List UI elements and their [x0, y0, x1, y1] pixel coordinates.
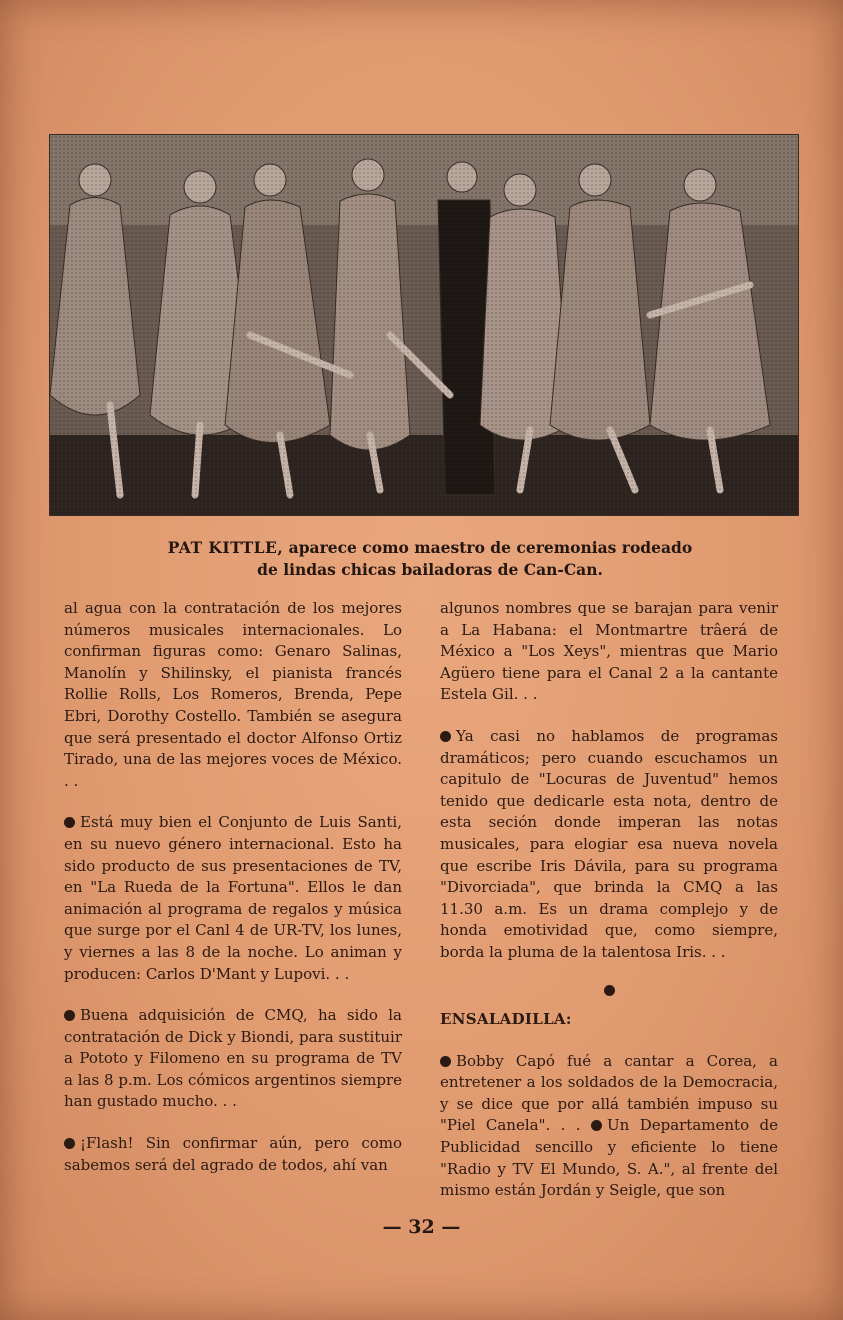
- section-divider: [440, 980, 778, 1002]
- page-number: — 32 —: [382, 1216, 461, 1238]
- left-paragraph-4-text: ¡Flash! Sin confirmar aún, pero como sabemos será del agrado de todos, ahí van: [64, 1134, 402, 1174]
- cancan-photo: [49, 134, 799, 516]
- right-paragraph-3: [440, 1051, 778, 1202]
- left-paragraph-3-text: Buena adquisición de CMQ, ha sido la contratación de Dick y Biondi, para sustituir a Pototo y Filomeno en su programa de TV a las 8 p.m. Los cómicos argentinos siempre han gustado mucho. . .: [64, 1006, 402, 1111]
- bullet-icon: [591, 1120, 602, 1131]
- bullet-icon: [440, 1056, 451, 1067]
- left-paragraph-4: [64, 1133, 402, 1176]
- photo-figures: [50, 135, 798, 515]
- right-paragraph-1: [440, 598, 778, 706]
- bullet-icon: [64, 1138, 75, 1149]
- bullet-icon: [64, 1010, 75, 1021]
- left-paragraph-3: [64, 1005, 402, 1113]
- caption-line-1-rest: aparece como maestro de ceremonias rodeado: [288, 538, 693, 557]
- right-paragraph-2-text: Ya casi no hablamos de programas dramáticos; pero cuando escuchamos un capitulo de "Locuras de Juventud" hemos tenido que dedicarle esta nota, dentro de esta seción donde imperan las notas musicales, para elogiar esa nueva novela que escribe Iris Dávila, para su programa "Divorciada", que brinda la CMQ a las 11.30 a.m. Es un drama complejo y de honda emotividad que, como siempre, borda la pluma de la talentosa Iris. . .: [440, 726, 778, 961]
- right-paragraph-1-text: algunos nombres que se barajan para venir a La Habana: el Montmartre trâerá de México a "Los Xeys", mientras que Mario Agüero tiene para el Canal 2 a la cantante Estela Gil. . .: [440, 599, 778, 704]
- left-paragraph-2-text: Está muy bien el Conjunto de Luis Santi, en su nuevo género internacional. Esto ha sido producto de sus presentaciones de TV, en "La Rueda de la Fortuna". Ellos le dan animación al programa de regalos y música que surge por el Canl 4 de UR-TV, los lunes, y viernes a las 8 de la noche. Lo animan y producen: Carlos D'Mant y Lupovi. . .: [64, 813, 402, 983]
- left-paragraph-1-text: al agua con la contratación de los mejores números musicales internacionales. Lo confirman figuras como: Genaro Salinas, Manolín y Shilinsky, el pianista francés Rollie Rolls, Los Romeros, Brenda, Pepe Ebri, Dorothy Costello. También se asegura que será presentado el doctor Alfonso Ortiz Tirado, una de las mejores voces de México. . .: [64, 599, 402, 790]
- right-paragraph-2: [440, 726, 778, 964]
- bullet-icon: [604, 985, 615, 996]
- bullet-icon: [440, 731, 451, 742]
- photo-caption: [110, 537, 750, 581]
- right-paragraph-3a-text: Bobby Capó fué a cantar a Corea, a entretener a los soldados de la Democracia, y se dice que por allá también impuso su "Piel Canela". . .: [440, 1051, 778, 1135]
- section-heading: ENSALADILLA:: [440, 1010, 572, 1029]
- left-paragraph-2: [64, 812, 402, 985]
- left-paragraph-1: [64, 598, 402, 792]
- right-column: [440, 598, 778, 1222]
- left-column: [64, 598, 402, 1196]
- caption-line-2: de lindas chicas bailadoras de Can-Can.: [257, 560, 603, 579]
- caption-name: PAT KITTLE,: [167, 538, 284, 557]
- right-paragraph-3b-text: Un Departamento de Publicidad sencillo y eficiente lo tiene "Radio y TV El Mundo, S. A.", al frente del mismo están Jordán y Seigle, que son: [440, 1116, 778, 1200]
- caption-line-1: [110, 537, 750, 559]
- bullet-icon: [64, 817, 75, 828]
